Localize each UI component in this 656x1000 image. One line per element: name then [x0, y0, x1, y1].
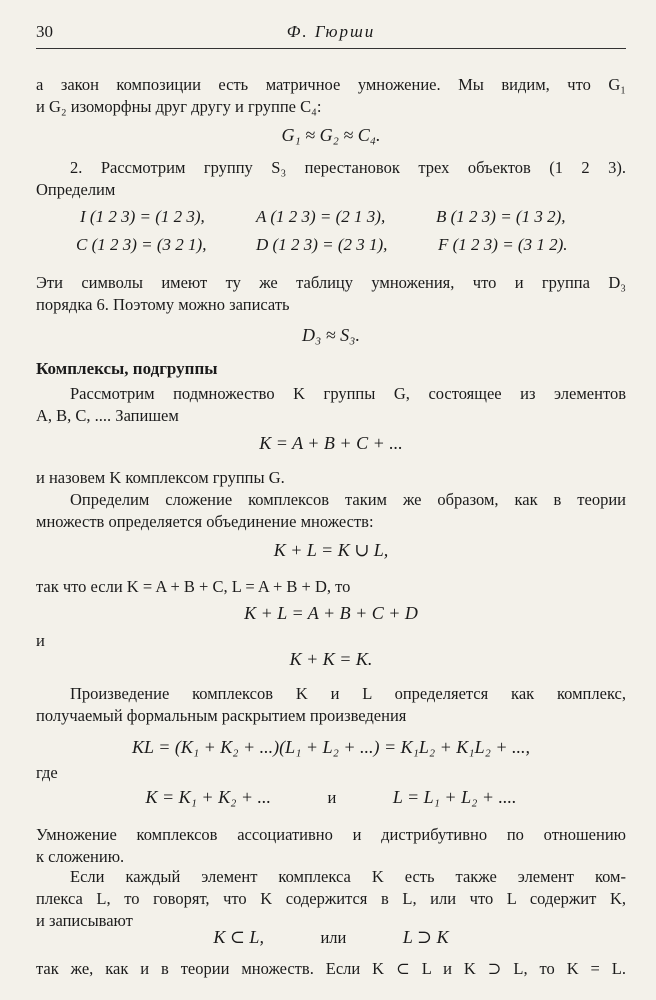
text-line: Произведение комплексов K и L определяется как комплекс, — [70, 684, 626, 703]
text-line: и G₂ изоморфны друг другу и группе C₄: — [36, 97, 322, 116]
perm-F: F (1 2 3) = (3 1 2). — [438, 235, 568, 254]
equation: K = A + B + C + ... — [259, 433, 403, 453]
text-line: и — [36, 631, 45, 650]
equation: K + L = A + B + C + D — [244, 603, 418, 623]
equation-right: L = L₁ + L₂ + .... — [392, 787, 517, 807]
text-line: Эти символы имеют ту же таблицу умножения, что и группа D₃ — [36, 273, 626, 292]
equation-left: K = K₁ + K₂ + ... — [145, 787, 271, 807]
perm-D: D (1 2 3) = (2 3 1), — [256, 235, 388, 254]
text-line: плекса L, то говорят, что K содержится в L, или что L содержит K, — [36, 889, 626, 908]
equation-conj: или — [320, 928, 347, 947]
text-line: и записывают — [36, 911, 133, 930]
section-heading: Комплексы, подгруппы — [36, 359, 218, 378]
equation-pair — [36, 926, 626, 952]
equation-conj: и — [327, 788, 337, 807]
perm-I: I (1 2 3) = (1 2 3), — [80, 207, 205, 226]
text-line: Определим сложение комплексов таким же образом, как в теории — [70, 490, 626, 509]
text-line: Если каждый элемент комплекса K есть также элемент ком- — [70, 867, 626, 886]
text-line: и назовем K комплексом группы G. — [36, 468, 285, 487]
equation: G₁ ≈ G₂ ≈ C₄. — [281, 125, 381, 145]
text-line: так же, как и в теории множеств. Если K ⊂ L и K ⊃ L, то K = L. — [36, 959, 626, 978]
text-line: Рассмотрим подмножество K группы G, состоящее из элементов — [70, 384, 626, 403]
text-line: к сложению. — [36, 847, 125, 866]
text-line: A, B, C, .... Запишем — [36, 406, 179, 425]
page-header — [36, 22, 626, 46]
page-number: 30 — [36, 22, 53, 41]
text-line: получаемый формальным раскрытием произведения — [36, 706, 407, 725]
perm-B: B (1 2 3) = (1 3 2), — [436, 207, 566, 226]
equation-left: K ⊂ L, — [213, 927, 264, 947]
equation: KL = (K₁ + K₂ + ...)(L₁ + L₂ + ...) = K₁L₂ + K₁L₂ + ..., — [132, 737, 530, 757]
equation-pair — [36, 786, 626, 812]
text-line: Умножение комплексов ассоциативно и дистрибутивно по отношению — [36, 825, 626, 844]
equation: D₃ ≈ S₃. — [302, 325, 360, 345]
perm-A: A (1 2 3) = (2 1 3), — [256, 207, 386, 226]
text-line: так что если K = A + B + C, L = A + B + D, то — [36, 577, 351, 596]
equation: K + K = K. — [289, 649, 373, 669]
perm-C: C (1 2 3) = (3 2 1), — [76, 235, 207, 254]
running-head: Ф. Гюрши — [286, 22, 376, 41]
text-line: порядка 6. Поэтому можно записать — [36, 295, 290, 314]
text-line: Определим — [36, 180, 116, 199]
text-line: 2. Рассмотрим группу S₃ перестановок трех объектов (1 2 3). — [70, 158, 626, 177]
text-line: где — [36, 763, 58, 782]
text-line: а закон композиции есть матричное умножение. Мы видим, что G₁ — [36, 75, 626, 94]
text-line: множеств определяется объединение множеств: — [36, 512, 374, 531]
equation: K + L = K ∪ L, — [273, 540, 389, 560]
equation-right: L ⊃ K — [402, 927, 449, 947]
header-rule — [36, 48, 626, 49]
